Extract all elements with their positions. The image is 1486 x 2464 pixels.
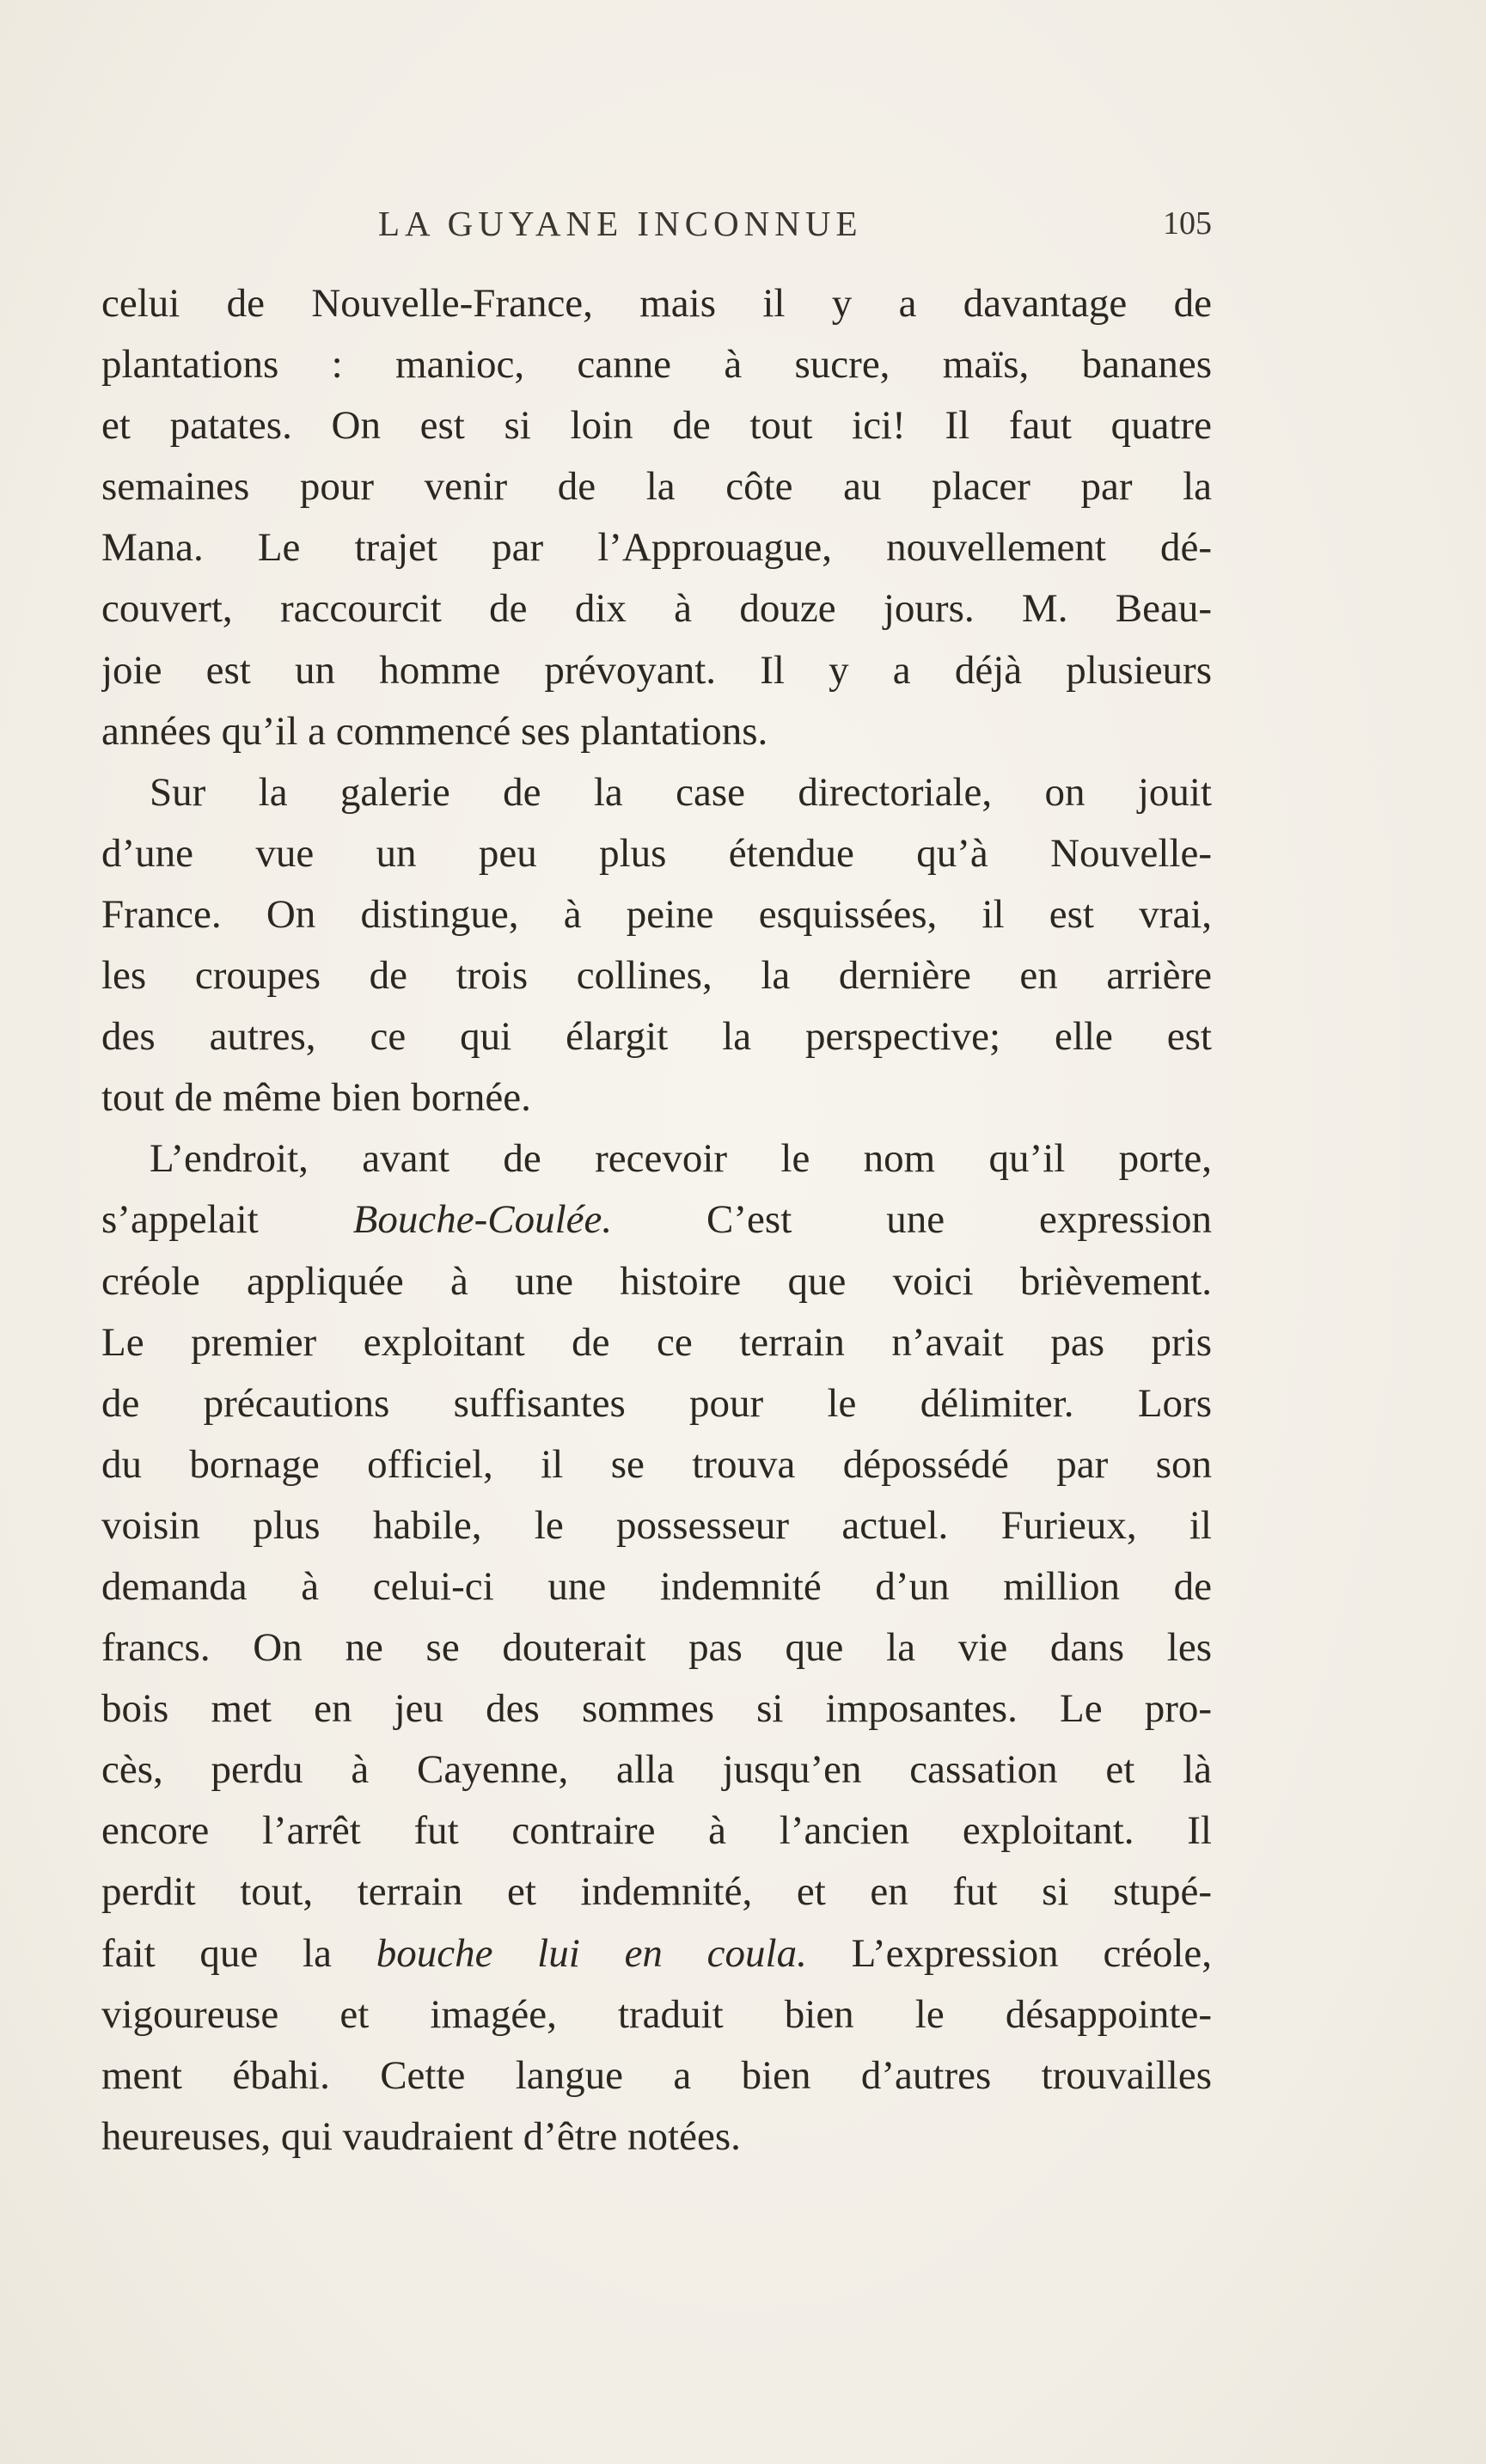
body-text (101, 273, 1212, 2167)
text-line: couvert, raccourcit de dix à douze jours. M. Beau- (101, 586, 1212, 632)
text-line: perdit tout, terrain et indemnité, et en fut si stupé- (101, 1869, 1212, 1915)
text-line: celui de Nouvelle-France, mais il y a davantage de (101, 281, 1212, 326)
text-line: francs. On ne se douterait pas que la vie dans les (101, 1625, 1212, 1671)
italic-phrase: bouche lui en coula. (376, 1930, 807, 1976)
text-line: années qu’il a commencé ses plantations. (101, 708, 768, 754)
text-line: France. On distingue, à peine esquissées, il est vrai, (101, 891, 1212, 937)
text-line: Le premier exploitant de ce terrain n’avait pas pris (101, 1319, 1212, 1365)
text-line: voisin plus habile, le possesseur actuel. Furieux, il (101, 1502, 1212, 1548)
text-line: joie est un homme prévoyant. Il y a déjà plusieurs (101, 647, 1212, 693)
text-line: Sur la galerie de la case directoriale, on jouit (150, 769, 1212, 815)
text-line: tout de même bien bornée. (101, 1075, 531, 1121)
text-segment: C’est une expression (706, 1197, 1212, 1243)
text-line: demanda à celui-ci une indemnité d’un million de (101, 1563, 1212, 1609)
text-line: Mana. Le trajet par l’Approuague, nouvellement dé- (101, 525, 1212, 571)
text-line: semaines pour venir de la côte au placer par la (101, 464, 1212, 510)
text-segment: fait que la (101, 1930, 332, 1976)
text-line: heureuses, qui vaudraient d’être notées. (101, 2113, 741, 2159)
running-title: LA GUYANE INCONNUE (378, 204, 863, 243)
text-line: L’endroit, avant de recevoir le nom qu’il porte, (150, 1136, 1212, 1182)
text-line: d’une vue un peu plus étendue qu’à Nouvelle- (101, 830, 1212, 876)
text-line: encore l’arrêt fut contraire à l’ancien exploitant. Il (101, 1808, 1212, 1854)
text-line: cès, perdu à Cayenne, alla jusqu’en cassation et là (101, 1747, 1212, 1793)
text-line: ment ébahi. Cette langue a bien d’autres trouvailles (101, 2052, 1212, 2098)
text-line: les croupes de trois collines, la dernière en arrière (101, 953, 1212, 999)
text-line: des autres, ce qui élargit la perspective; elle est (101, 1014, 1212, 1060)
text-line-mixed (101, 1923, 1212, 1984)
text-line: et patates. On est si loin de tout ici! Il faut quatre (101, 403, 1212, 449)
text-line: de précautions suffisantes pour le délimiter. Lors (101, 1380, 1212, 1426)
page-number: 105 (1163, 205, 1212, 242)
text-line: plantations : manioc, canne à sucre, maïs, bananes (101, 342, 1212, 388)
text-line: vigoureuse et imagée, traduit bien le désappointe- (101, 1991, 1212, 2037)
italic-term: Bouche-Coulée. (352, 1197, 613, 1243)
text-line: créole appliquée à une histoire que voici brièvement. (101, 1258, 1212, 1304)
text-line: bois met en jeu des sommes si imposantes. Le pro- (101, 1686, 1212, 1732)
page-header (103, 203, 1212, 254)
text-segment: s’appelait (101, 1197, 259, 1243)
text-segment: L’expression créole, (851, 1930, 1212, 1976)
text-line: du bornage officiel, il se trouva dépossédé par son (101, 1441, 1212, 1487)
text-line-mixed (101, 1189, 1212, 1250)
